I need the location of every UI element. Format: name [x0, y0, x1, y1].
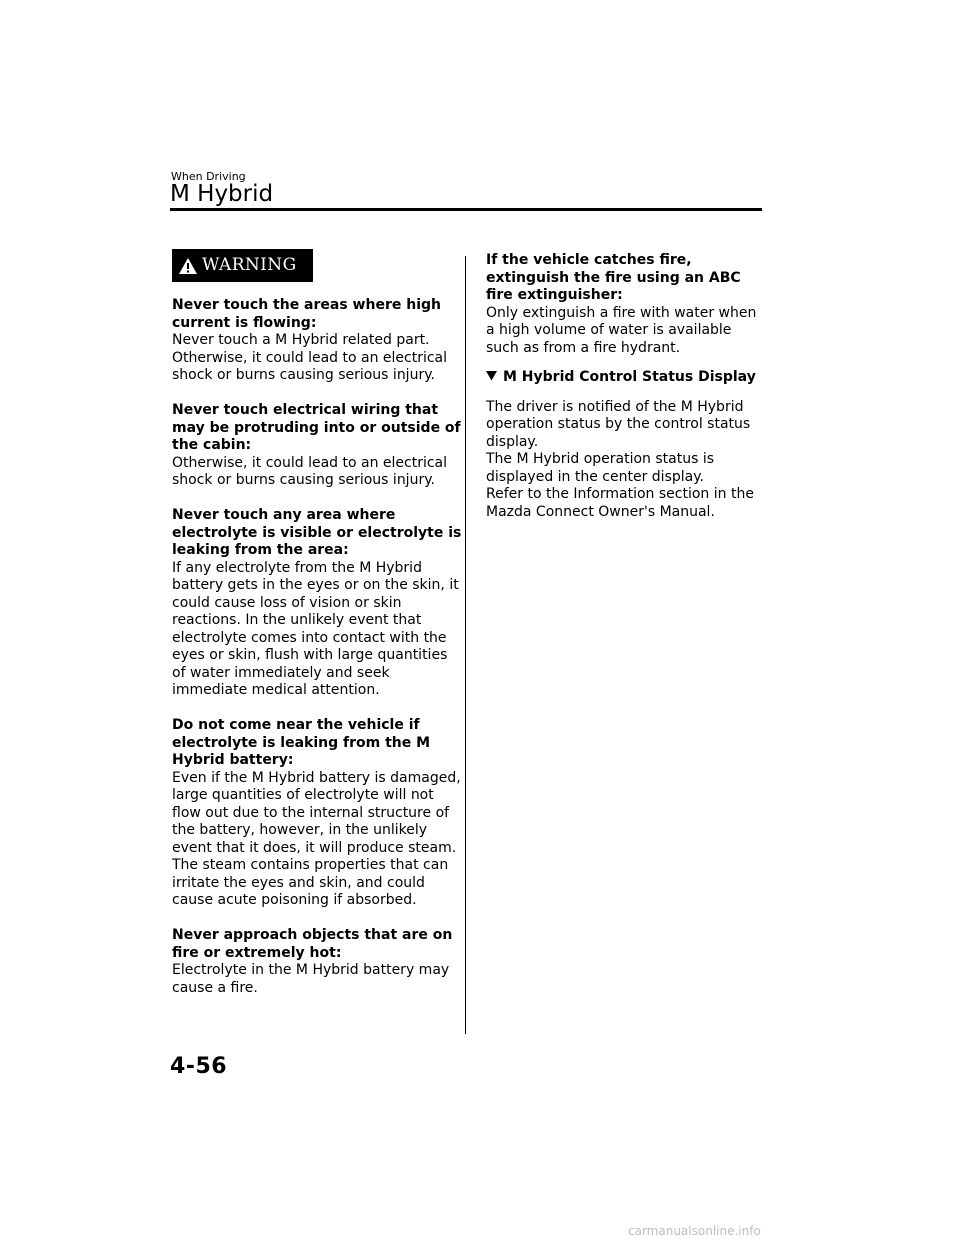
- warning-banner: [172, 249, 313, 282]
- warning-item-body: If any electrolyte from the M Hybrid battery gets in the eyes or on the skin, it could cause loss of vision or skin reactions. In the unlikely event that electrolyte comes into contact with the eyes or skin, flush with large quantities of water immediately and seek immediate medical attention.: [172, 559, 459, 698]
- status-paragraph: The M Hybrid operation status is displayed in the center display.: [486, 451, 715, 485]
- warning-item: [486, 252, 766, 357]
- watermark: carmanualsonline.info: [628, 1224, 761, 1238]
- section-label: When Driving: [171, 170, 246, 183]
- page-number: 4-56: [170, 1054, 228, 1079]
- status-paragraph: Refer to the Information section in the Mazda Connect Owner's Manual.: [486, 486, 754, 520]
- content-column-right: [486, 252, 766, 521]
- warning-label: WARNING: [202, 255, 297, 275]
- warning-item-body: Even if the M Hybrid battery is damaged, large quantities of electrolyte will not flow out due to the internal structure of the battery, however, in the unlikely event that it does, it will produce steam. The steam contains properties that can irritate the eyes and skin, and could cause acute poisoning if absorbed.: [172, 769, 461, 908]
- warning-item-body: Never touch a M Hybrid related part. Otherwise, it could lead to an electrical shock or burns causing serious injury.: [172, 332, 448, 383]
- warning-item-heading: Do not come near the vehicle if electrolyte is leaking from the M Hybrid battery:: [172, 717, 431, 768]
- subsection-title: M Hybrid Control Status Display: [503, 369, 756, 385]
- warning-triangle-icon: [178, 257, 198, 275]
- warning-column-left: [172, 297, 462, 1015]
- page-title: M Hybrid: [170, 181, 274, 207]
- header-rule: [170, 208, 762, 211]
- warning-item-heading: Never touch electrical wiring that may be protruding into or outside of the cabin:: [172, 402, 461, 453]
- warning-item-heading: Never touch any area where electrolyte is visible or electrolyte is leaking from the area:: [172, 507, 462, 558]
- triangle-down-icon: [486, 369, 497, 387]
- warning-item-body: Otherwise, it could lead to an electrical shock or burns causing serious injury.: [172, 454, 448, 488]
- warning-item-body: Only extinguish a fire with water when a high volume of water is available such as from a fire hydrant.: [486, 304, 757, 356]
- warning-item: [172, 927, 462, 997]
- subsection-heading: [486, 369, 766, 387]
- warning-item: [172, 507, 462, 700]
- warning-item-heading: Never touch the areas where high current is flowing:: [172, 297, 441, 331]
- status-paragraph: The driver is notified of the M Hybrid operation status by the control status display.: [486, 398, 751, 450]
- warning-item-heading: If the vehicle catches fire, extinguish the fire using an ABC fire extinguisher:: [486, 252, 741, 303]
- warning-column-divider: [465, 256, 466, 1034]
- warning-item-body: Electrolyte in the M Hybrid battery may cause a fire.: [172, 962, 450, 996]
- warning-item: [172, 717, 462, 910]
- warning-item-heading: Never approach objects that are on fire or extremely hot:: [172, 927, 453, 961]
- warning-item: [172, 297, 462, 385]
- warning-item: [172, 402, 462, 490]
